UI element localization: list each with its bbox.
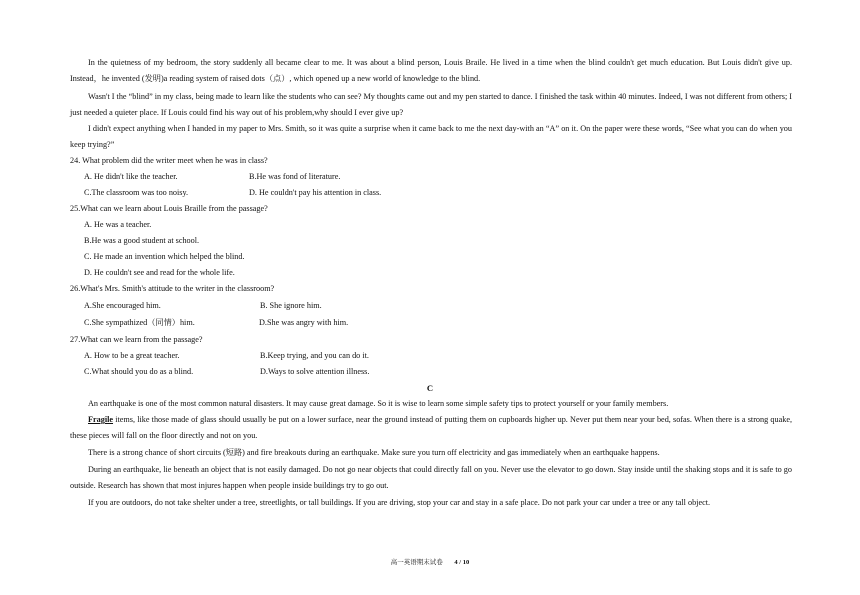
question-26-option-b: B. She ignore him. bbox=[260, 301, 322, 310]
passage-b-paragraph-2: Wasn't I the “blind” in my class, being made to learn like the students who can see? My thoughts came out and my pen started to dance. I finished the task within 40 minutes. Indeed, I was not different from others; I just needed a quieter place. If Louis could find his way out of his problem,why should I ever give up? bbox=[70, 92, 792, 117]
question-25-option-d: D. He couldn't see and read for the whole life. bbox=[84, 268, 235, 277]
question-24-option-d: D. He couldn't pay his attention in class. bbox=[249, 188, 382, 197]
question-26-option-c: C.She sympathized（同情）him. bbox=[84, 318, 195, 327]
question-26-option-d: D.She was angry with him. bbox=[259, 318, 349, 327]
question-24-stem: 24. What problem did the writer meet when he was in class? bbox=[70, 156, 268, 165]
passage-b-paragraph-3: I didn't expect anything when I handed in my paper to Mrs. Smith, so it was quite a surprise when it came back to me the next day-with an “A” on it. On the paper were these words, “See what you can do when you keep trying?” bbox=[70, 124, 792, 149]
question-27-option-a: A. How to be a great teacher. bbox=[84, 351, 180, 360]
question-27-stem: 27.What can we learn from the passage? bbox=[70, 335, 203, 344]
question-27-option-d: D.Ways to solve attention illness. bbox=[260, 367, 370, 376]
question-27-option-c: C.What should you do as a blind. bbox=[84, 367, 194, 376]
question-25-stem: 25.What can we learn about Louis Braille from the passage? bbox=[70, 204, 268, 213]
passage-c-heading: C bbox=[426, 383, 434, 393]
question-26-option-a: A.She encouraged him. bbox=[84, 301, 161, 310]
passage-c-paragraph-2-text: items, like those made of glass should usually be put on a lower surface, near the ground instead of putting them on cupboards higher up. Never put them near your bed, sofas. When there is a strong quake, these pieces will fall on the floor directly and not on you. bbox=[70, 415, 792, 440]
fragile-word: Fragile bbox=[88, 415, 114, 424]
passage-b-paragraph-1: In the quietness of my bedroom, the story suddenly all became clear to me. It was about a blind person, Louis Braile. He lived in a time when the blind couldn't get much education. But Louis didn't give up. Instead，he invented (发明)a reading system of raised dots（点）, which opened up a new world of knowledge to the blind. bbox=[70, 58, 792, 83]
question-24-option-b: B.He was fond of literature. bbox=[249, 172, 341, 181]
question-27-option-b: B.Keep trying, and you can do it. bbox=[260, 351, 369, 360]
passage-c-paragraph-2 bbox=[70, 412, 792, 444]
question-25-option-c: C. He made an invention which helped the blind. bbox=[84, 252, 245, 261]
page-footer bbox=[0, 558, 860, 568]
page-number: 4 / 10 bbox=[454, 559, 470, 566]
passage-c-paragraph-3: There is a strong chance of short circuits (短路) and fire breakouts during an earthquake. Make sure you turn off electricity and gas immediately when an earthquake happens. bbox=[88, 448, 660, 457]
footer-title: 高一英语期末试卷 bbox=[390, 559, 443, 566]
passage-c-paragraph-1: An earthquake is one of the most common natural disasters. It may cause great damage. So it is wise to learn some simple safety tips to protect yourself or your family members. bbox=[88, 399, 669, 408]
question-24-option-a: A. He didn't like the teacher. bbox=[84, 172, 178, 181]
question-25-option-b: B.He was a good student at school. bbox=[84, 236, 200, 245]
passage-c-paragraph-5: If you are outdoors, do not take shelter under a tree, streetlights, or tall buildings. If you are driving, stop your car and stay in a safe place. Do not park your car under a tree or any tall object. bbox=[88, 498, 711, 507]
passage-c-paragraph-4: During an earthquake, lie beneath an object that is not easily damaged. Do not go near objects that could directly fall on you. Never use the elevator to go down. Stay inside until the shaking stops and it is safe to go outside. Research has shown that most injures happen when people inside buildings try to go out. bbox=[70, 465, 792, 490]
question-25-option-a: A. He was a teacher. bbox=[84, 220, 152, 229]
question-24-option-c: C.The classroom was too noisy. bbox=[84, 188, 189, 197]
question-26-stem: 26.What's Mrs. Smith's attitude to the writer in the classroom? bbox=[70, 284, 275, 293]
